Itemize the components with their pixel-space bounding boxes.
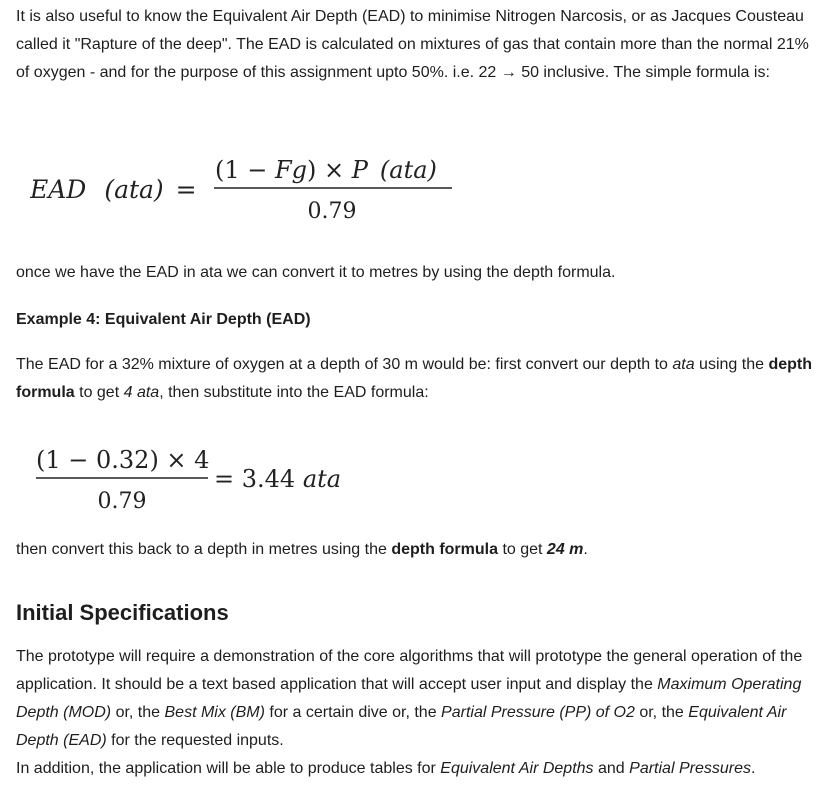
convert-paragraph: once we have the EAD in ata we can convert it to metres by using the depth formula. xyxy=(16,264,616,281)
example-paragraph: The EAD for a 32% mixture of oxygen at a depth of 30 m would be: first convert our depth to ata using the depth formula to get 4 ata, then substitute into the EAD formula: xyxy=(16,356,812,401)
result-paragraph: then convert this back to a depth in metres using the depth formula to get 24 m. xyxy=(16,541,588,558)
intro-paragraph: It is also useful to know the Equivalent Air Depth (EAD) to minimise Nitrogen Narcosis, or as Jacques Cousteau called it "Rapture of the deep". The EAD is calculated on mixtures of gas that contain more than the normal 21% of oxygen - and for the purpose of this assignment upto 50%. i.e. 22 → 50 inclusive. The simple formula is: xyxy=(16,8,809,81)
specifications-paragraph: The prototype will require a demonstration of the core algorithms that will prototype the general operation of the application. It should be a text based application that will accept user input and display the Maximum Operating Depth (MOD) or, the Best Mix (BM) for a certain dive or, the Partial Pressure (PP) of O2 or, the Equivalent Air Depth (EAD) for the requested inputs. In addition, the application will be able to produce tables for Equivalent Air Depths and Partial Pressures. xyxy=(16,648,803,777)
formula-numerator: (1 − Fg) × P (ata) xyxy=(215,156,437,184)
example-result: = 3.44 ata xyxy=(214,465,342,493)
ead-example-formula xyxy=(36,440,366,520)
example-title: Example 4: Equivalent Air Depth (EAD) xyxy=(16,311,311,328)
formula-denominator: 0.79 xyxy=(307,199,357,224)
ead-formula xyxy=(30,150,470,230)
example-numerator: (1 − 0.32) × 4 xyxy=(36,446,210,474)
formula-lhs: EAD (ata) = xyxy=(30,175,197,204)
section-heading: Initial Specifications xyxy=(16,600,229,625)
example-denominator: 0.79 xyxy=(97,489,147,514)
